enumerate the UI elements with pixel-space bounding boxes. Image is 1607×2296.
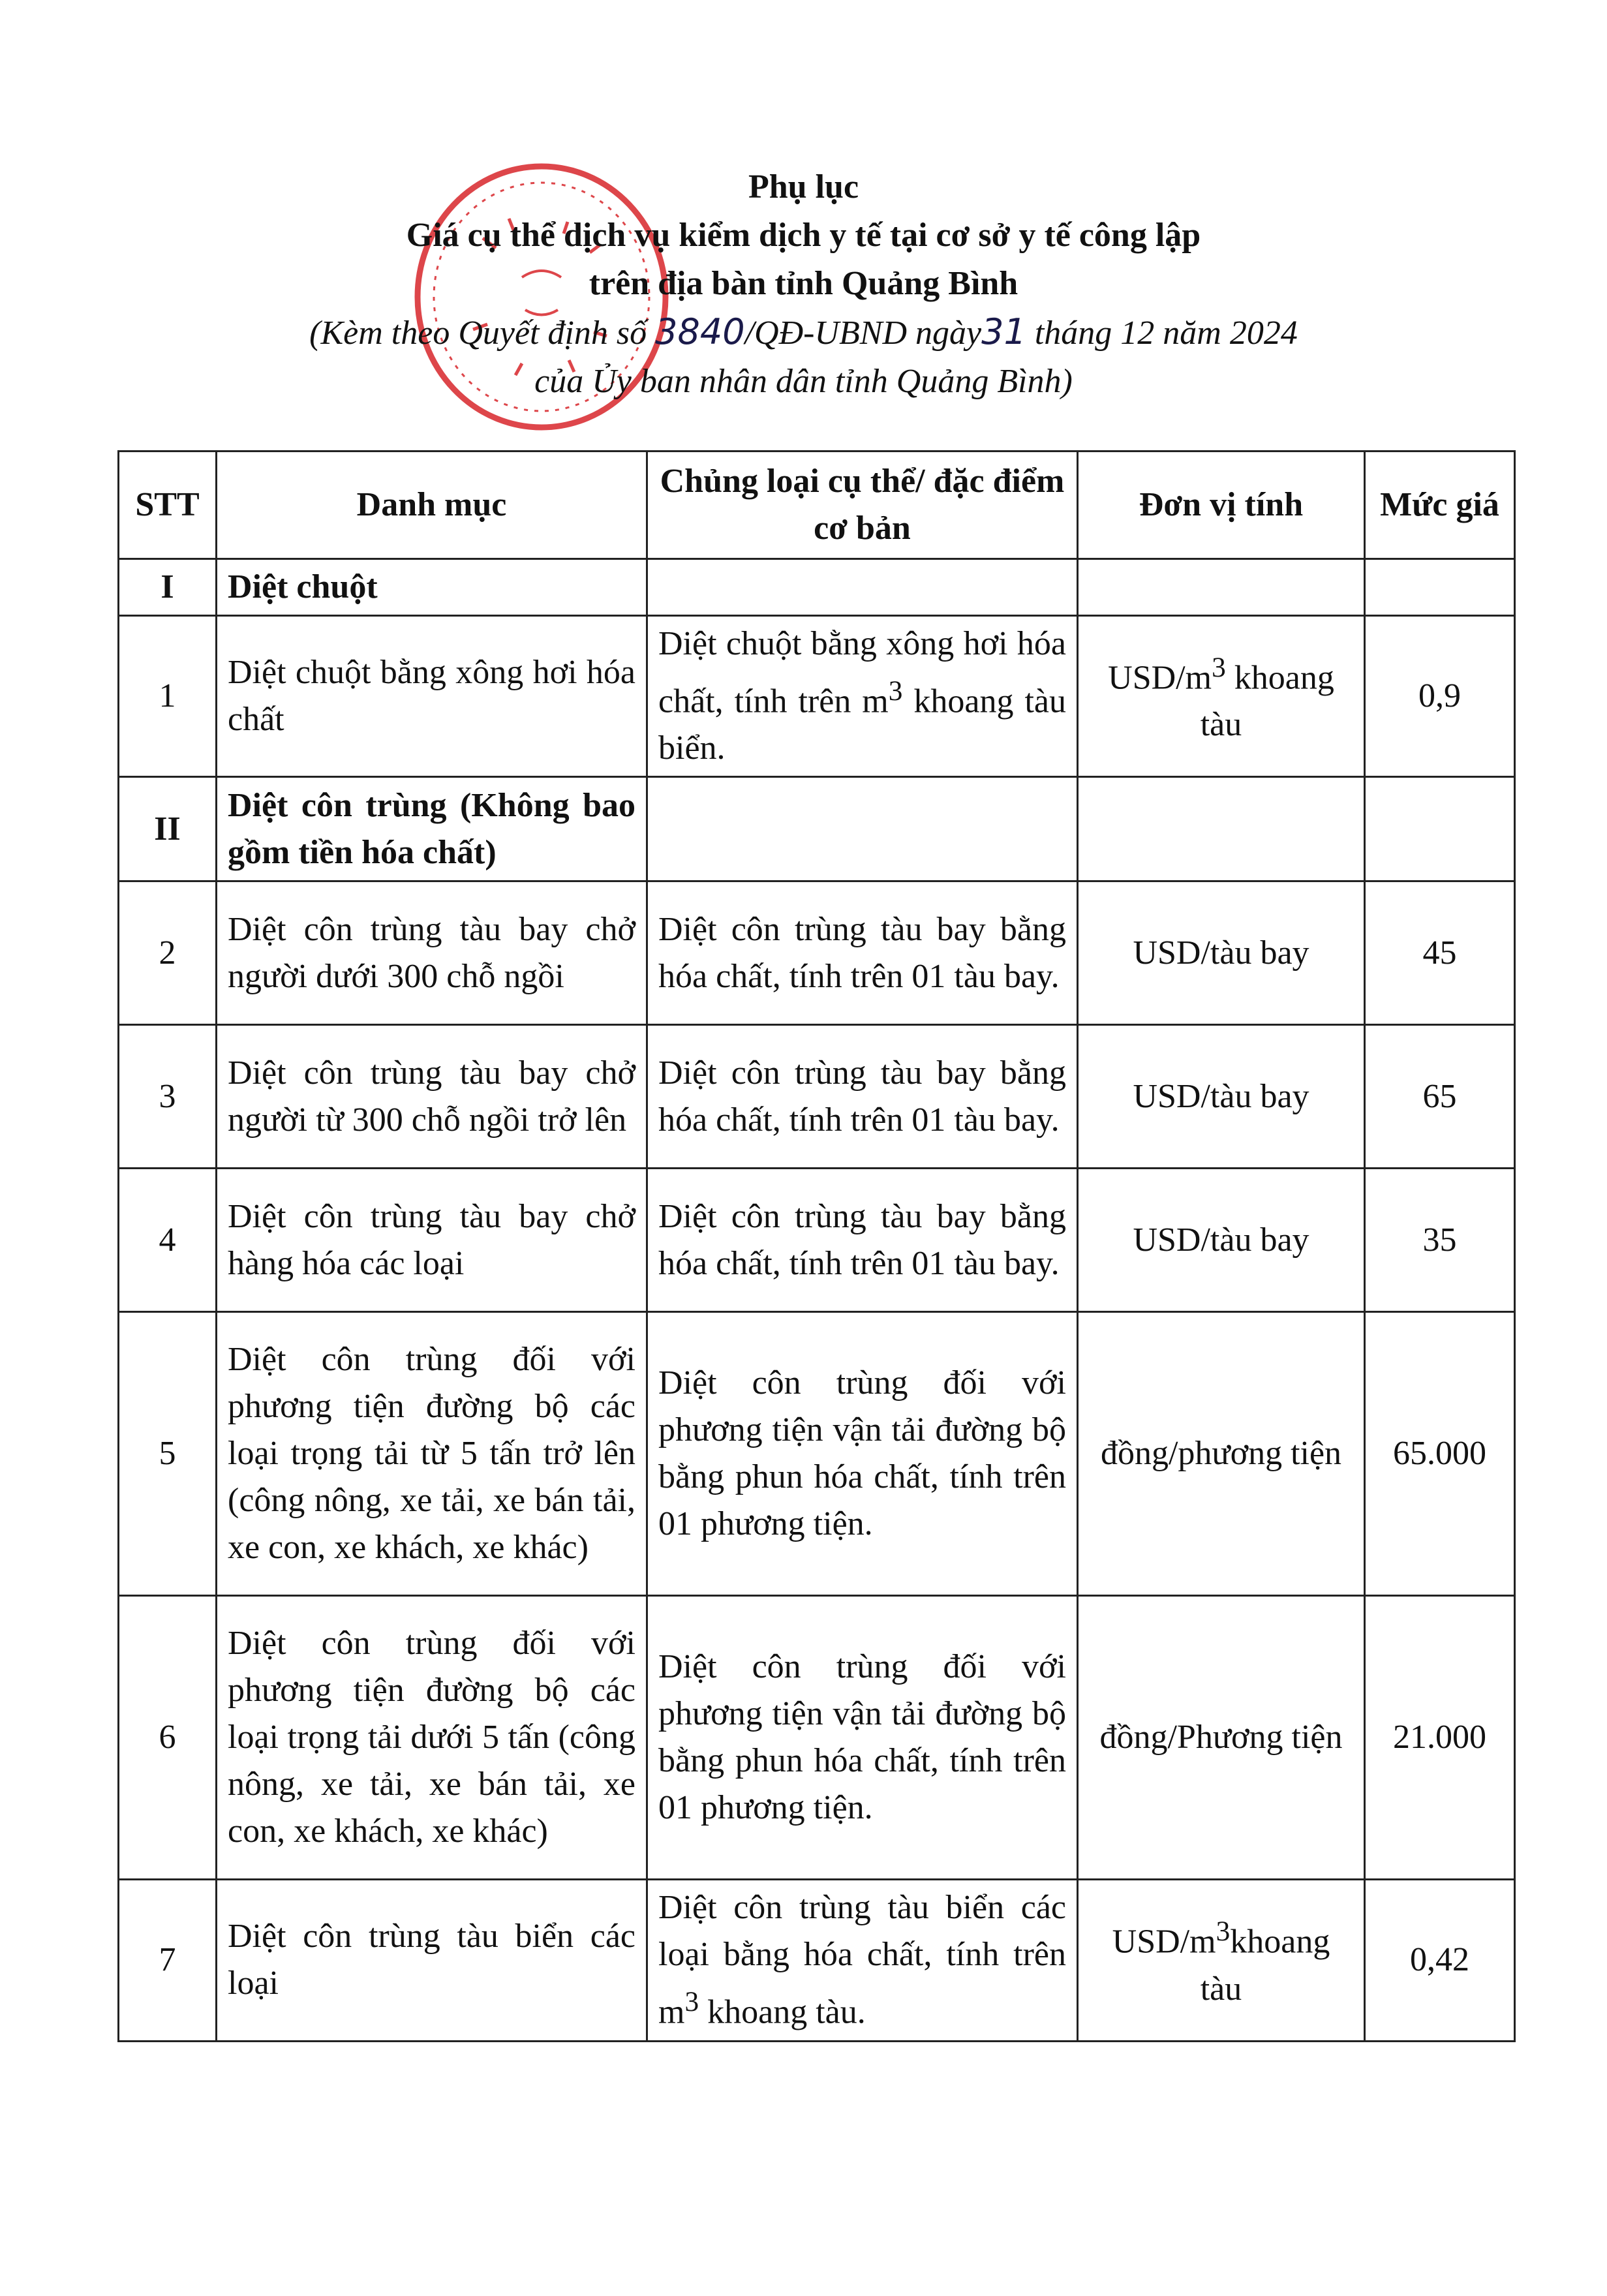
- table-row: [119, 1880, 1515, 2041]
- row-price: 35: [1365, 1169, 1515, 1312]
- table-row: [119, 777, 1515, 881]
- row-unit: USD/tàu bay: [1078, 1169, 1365, 1312]
- header-unit: Đơn vị tính: [1078, 452, 1365, 559]
- row-stt: 7: [119, 1880, 217, 2041]
- row-stt: 3: [119, 1025, 217, 1169]
- table-row: [119, 1025, 1515, 1169]
- price-table: [117, 450, 1516, 2042]
- table-header-row: [119, 452, 1515, 559]
- row-desc: Diệt côn trùng đối với phương tiện vận tải đường bộ bằng phun hóa chất, tính trên 01 phương tiện.: [647, 1596, 1078, 1880]
- appendix-title: Phụ lục: [748, 168, 859, 206]
- row-name: Diệt côn trùng tàu bay chở người dưới 300 chỗ ngồi: [217, 881, 647, 1025]
- row-stt: 5: [119, 1312, 217, 1596]
- row-price: 0,9: [1365, 616, 1515, 777]
- ref-suffix: tháng 12 năm 2024: [1026, 314, 1298, 352]
- row-unit: USD/tàu bay: [1078, 1025, 1365, 1169]
- header-price: Mức giá: [1365, 452, 1515, 559]
- row-name: Diệt côn trùng tàu bay chở hàng hóa các loại: [217, 1169, 647, 1312]
- table-row: [119, 559, 1515, 616]
- row-stt: II: [119, 777, 217, 881]
- row-price: [1365, 777, 1515, 881]
- row-desc: Diệt côn trùng tàu bay bằng hóa chất, tính trên 01 tàu bay.: [647, 1025, 1078, 1169]
- table-row: [119, 1169, 1515, 1312]
- row-unit: USD/$m^3$ khoang tàu: [1078, 616, 1365, 777]
- row-name: Diệt côn trùng tàu biển các loại: [217, 1880, 647, 2041]
- row-stt: 4: [119, 1169, 217, 1312]
- row-stt: 6: [119, 1596, 217, 1880]
- ref-prefix: (Kèm theo Quyết định số: [309, 314, 656, 352]
- row-price: 65.000: [1365, 1312, 1515, 1596]
- appendix-subtitle-2: trên địa bàn tỉnh Quảng Bình: [589, 265, 1018, 302]
- header-stt: STT: [119, 452, 217, 559]
- decision-number: 3840: [655, 311, 745, 352]
- header-name: Danh mục: [217, 452, 647, 559]
- table-row: [119, 1312, 1515, 1596]
- row-name: Diệt côn trùng đối với phương tiện đường bộ các loại trọng tải dưới 5 tấn (công nông, xe tải, xe bán tải, xe con, xe khách, xe khác): [217, 1596, 647, 1880]
- row-price: [1365, 559, 1515, 616]
- issuer-line: của Ủy ban nhân dân tỉnh Quảng Bình): [534, 363, 1073, 400]
- row-stt: I: [119, 559, 217, 616]
- row-name: Diệt chuột: [217, 559, 647, 616]
- row-desc: Diệt chuột bằng xông hơi hóa chất, tính trên $m^3$ khoang tàu biển.: [647, 616, 1078, 777]
- decision-day: 31: [981, 311, 1026, 352]
- row-stt: 1: [119, 616, 217, 777]
- appendix-subtitle-1: Giá cụ thể dịch vụ kiểm dịch y tế tại cơ sở y tế công lập: [406, 217, 1201, 254]
- row-price: 21.000: [1365, 1596, 1515, 1880]
- row-unit: đồng/Phương tiện: [1078, 1596, 1365, 1880]
- row-unit: USD/tàu bay: [1078, 881, 1365, 1025]
- row-price: 65: [1365, 1025, 1515, 1169]
- row-desc: Diệt côn trùng tàu biển các loại bằng hóa chất, tính trên $m^3$ khoang tàu.: [647, 1880, 1078, 2041]
- row-unit: [1078, 777, 1365, 881]
- table-row: [119, 881, 1515, 1025]
- row-stt: 2: [119, 881, 217, 1025]
- table-row: [119, 616, 1515, 777]
- row-desc: [647, 559, 1078, 616]
- ref-middle: /QĐ-UBND ngày: [744, 314, 982, 352]
- row-desc: Diệt côn trùng tàu bay bằng hóa chất, tính trên 01 tàu bay.: [647, 881, 1078, 1025]
- decision-reference: [0, 308, 1607, 358]
- row-price: 0,42: [1365, 1880, 1515, 2041]
- row-unit: [1078, 559, 1365, 616]
- row-name: Diệt chuột bằng xông hơi hóa chất: [217, 616, 647, 777]
- row-desc: Diệt côn trùng tàu bay bằng hóa chất, tính trên 01 tàu bay.: [647, 1169, 1078, 1312]
- row-desc: Diệt côn trùng đối với phương tiện vận tải đường bộ bằng phun hóa chất, tính trên 01 phương tiện.: [647, 1312, 1078, 1596]
- document-header: [0, 163, 1607, 406]
- row-unit: đồng/phương tiện: [1078, 1312, 1365, 1596]
- row-name: Diệt côn trùng tàu bay chở người từ 300 chỗ ngồi trở lên: [217, 1025, 647, 1169]
- table-row: [119, 1596, 1515, 1880]
- row-desc: [647, 777, 1078, 881]
- row-price: 45: [1365, 881, 1515, 1025]
- row-unit: USD/$m^3khoang$ tàu: [1078, 1880, 1365, 2041]
- header-desc: Chủng loại cụ thể/ đặc điểm cơ bản: [647, 452, 1078, 559]
- row-name: Diệt côn trùng (Không bao gồm tiền hóa chất): [217, 777, 647, 881]
- row-name: Diệt côn trùng đối với phương tiện đường bộ các loại trọng tải từ 5 tấn trở lên (công nông, xe tải, xe bán tải, xe con, xe khách, xe khác): [217, 1312, 647, 1596]
